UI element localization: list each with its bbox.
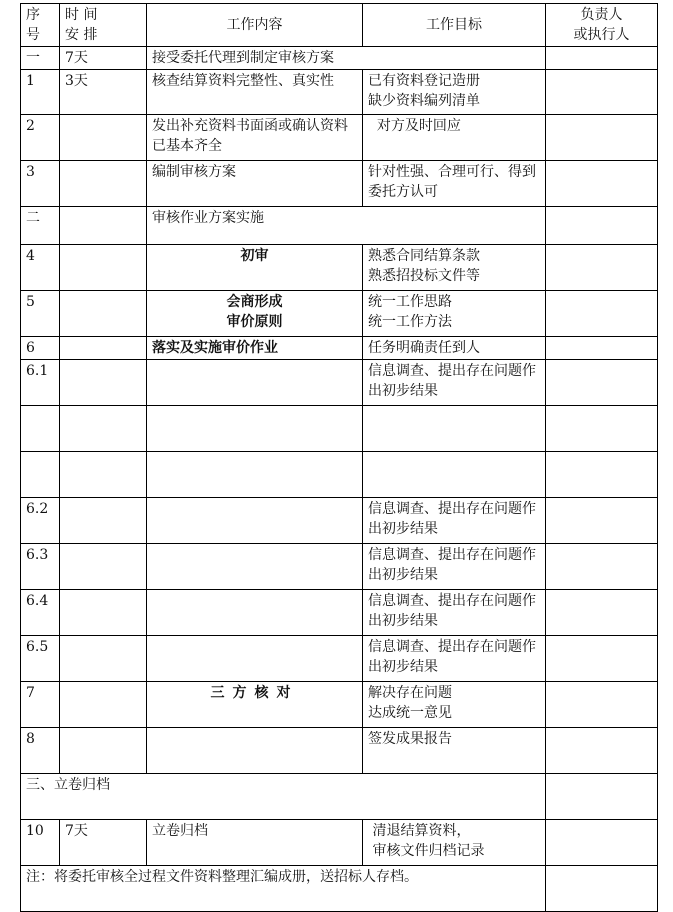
section-cell: 三、立卷归档 (21, 774, 546, 820)
table-row (21, 682, 658, 728)
header-time: 时 间 安 排 (60, 4, 147, 47)
header-owner: 负责人 或执行人 (546, 4, 658, 47)
seq-cell: 2 (21, 115, 60, 161)
owner-cell (546, 245, 658, 291)
seq-cell: 10 (21, 820, 60, 866)
time-cell (60, 636, 147, 682)
seq-cell: 1 (21, 70, 60, 115)
seq-cell: 8 (21, 728, 60, 774)
time-cell (60, 291, 147, 337)
time-cell (60, 337, 147, 360)
table-row (21, 820, 658, 866)
time-cell (60, 544, 147, 590)
goal-cell: 签发成果报告 (363, 728, 546, 774)
header-row (21, 4, 658, 47)
content-cell (147, 498, 363, 544)
owner-cell (546, 291, 658, 337)
goal-cell: 统一工作思路 统一工作方法 (363, 291, 546, 337)
goal-cell: 熟悉合同结算条款 熟悉招投标文件等 (363, 245, 546, 291)
content-cell (147, 590, 363, 636)
owner-cell (546, 161, 658, 207)
content-cell: 编制审核方案 (147, 161, 363, 207)
content-cell (147, 728, 363, 774)
table-row (21, 70, 658, 115)
note-text: 注：将委托审核全过程文件资料整理汇编成册，送招标人存档。 (21, 866, 546, 912)
goal-cell: 已有资料登记造册 缺少资料编列清单 (363, 70, 546, 115)
seq-cell (21, 452, 60, 498)
time-cell (60, 406, 147, 452)
seq-cell: 5 (21, 291, 60, 337)
table-row (21, 207, 658, 245)
owner-cell (546, 820, 658, 866)
content-cell (147, 636, 363, 682)
seq-cell: 6 (21, 337, 60, 360)
seq-cell: 6.4 (21, 590, 60, 636)
goal-cell (363, 452, 546, 498)
seq-cell (21, 406, 60, 452)
time-cell (60, 452, 147, 498)
goal-cell: 清退结算资料， 审核文件归档记录 (363, 820, 546, 866)
owner-cell (546, 682, 658, 728)
time-cell (60, 498, 147, 544)
owner-cell (546, 115, 658, 161)
owner-cell (546, 406, 658, 452)
content-cell (147, 360, 363, 406)
time-cell (60, 207, 147, 245)
seq-cell: 6.3 (21, 544, 60, 590)
seq-cell: 7 (21, 682, 60, 728)
table-row (21, 590, 658, 636)
goal-cell: 针对性强、合理可行、得到委托方认可 (363, 161, 546, 207)
header-goal: 工作目标 (363, 4, 546, 47)
goal-cell: 信息调查、提出存在问题作出初步结果 (363, 636, 546, 682)
owner-cell (546, 728, 658, 774)
table-row (21, 245, 658, 291)
owner-cell (546, 70, 658, 115)
note-row (21, 866, 658, 912)
content-cell: 立卷归档 (147, 820, 363, 866)
content-cell: 会商形成 审价原则 (147, 291, 363, 337)
owner-cell (546, 360, 658, 406)
seq-cell: 3 (21, 161, 60, 207)
time-cell (60, 360, 147, 406)
time-cell (60, 590, 147, 636)
content-cell (147, 544, 363, 590)
time-cell (60, 682, 147, 728)
table-row (21, 406, 658, 452)
goal-cell: 对方及时回应 (363, 115, 546, 161)
table-row (21, 498, 658, 544)
goal-cell (363, 406, 546, 452)
owner-cell (546, 452, 658, 498)
content-cell: 落实及实施审价作业 (147, 337, 363, 360)
table-row (21, 115, 658, 161)
goal-cell: 信息调查、提出存在问题作出初步结果 (363, 544, 546, 590)
table-row (21, 544, 658, 590)
seq-cell: 6.1 (21, 360, 60, 406)
goal-cell: 信息调查、提出存在问题作出初步结果 (363, 498, 546, 544)
owner-cell (546, 498, 658, 544)
content-cell: 接受委托代理到制定审核方案 (147, 47, 546, 70)
header-content: 工作内容 (147, 4, 363, 47)
content-cell: 发出补充资料书面函或确认资料已基本齐全 (147, 115, 363, 161)
owner-cell (546, 866, 658, 912)
seq-cell: 二 (21, 207, 60, 245)
time-cell (60, 245, 147, 291)
table-row (21, 47, 658, 70)
goal-cell: 信息调查、提出存在问题作出初步结果 (363, 360, 546, 406)
time-cell: 3天 (60, 70, 147, 115)
owner-cell (546, 207, 658, 245)
seq-cell: 4 (21, 245, 60, 291)
section-row (21, 774, 658, 820)
owner-cell (546, 544, 658, 590)
time-cell (60, 728, 147, 774)
owner-cell (546, 636, 658, 682)
time-cell: 7天 (60, 820, 147, 866)
table-row (21, 452, 658, 498)
seq-cell: 6.2 (21, 498, 60, 544)
owner-cell (546, 47, 658, 70)
seq-cell: 6.5 (21, 636, 60, 682)
work-plan-table (20, 3, 658, 912)
owner-cell (546, 590, 658, 636)
table-row (21, 728, 658, 774)
owner-cell (546, 337, 658, 360)
goal-cell: 信息调查、提出存在问题作出初步结果 (363, 590, 546, 636)
header-seq: 序 号 (21, 4, 60, 47)
goal-cell: 任务明确责任到人 (363, 337, 546, 360)
time-cell: 7天 (60, 47, 147, 70)
time-cell (60, 115, 147, 161)
content-cell (147, 452, 363, 498)
content-cell (147, 406, 363, 452)
time-cell (60, 161, 147, 207)
table-row (21, 636, 658, 682)
goal-cell: 解决存在问题 达成统一意见 (363, 682, 546, 728)
content-cell: 审核作业方案实施 (147, 207, 546, 245)
content-cell: 初审 (147, 245, 363, 291)
table-row (21, 291, 658, 337)
seq-cell: 一 (21, 47, 60, 70)
content-cell: 三方核对 (147, 682, 363, 728)
owner-cell (546, 774, 658, 820)
content-cell: 核查结算资料完整性、真实性 (147, 70, 363, 115)
table-row (21, 161, 658, 207)
table-row (21, 337, 658, 360)
table-row (21, 360, 658, 406)
